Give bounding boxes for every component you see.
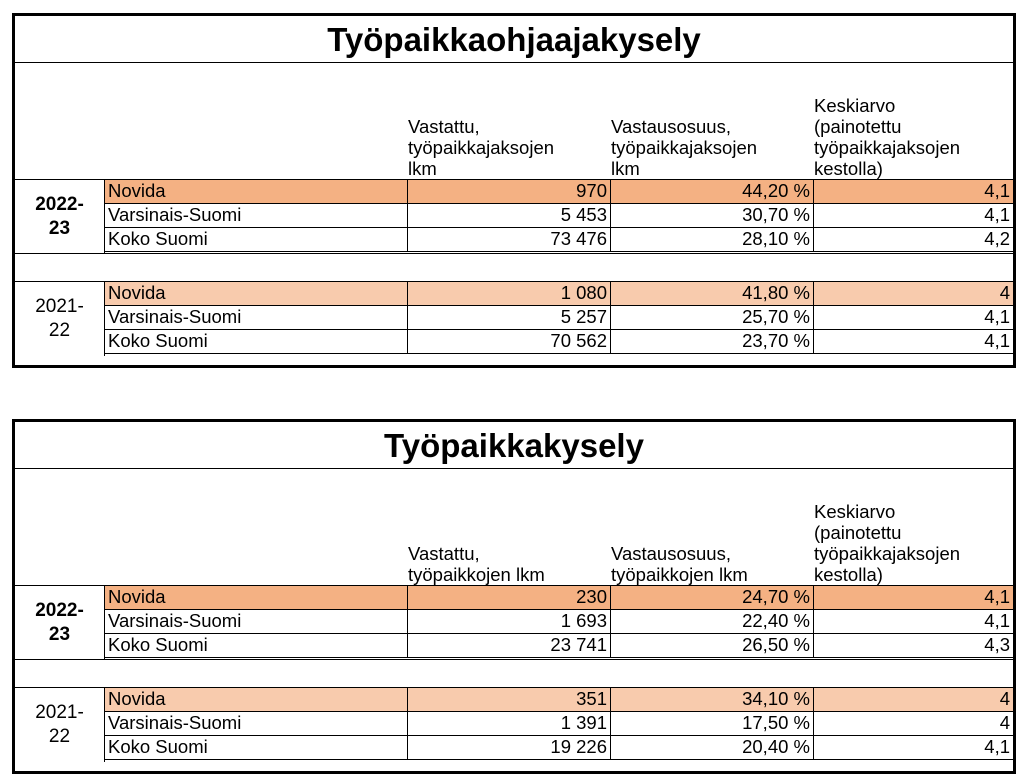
header-average: Keskiarvo (painotettu työpaikkajaksojen kestolla) [814, 95, 961, 179]
survey-table-workplace-instructor [12, 13, 1016, 368]
year-block-2021-22 [15, 688, 1013, 762]
table-title: Työpaikkaohjaajakysely [15, 16, 1013, 63]
row-name: Varsinais-Suomi [105, 204, 408, 228]
row-name: Novida [105, 282, 408, 306]
year-block-2022-23 [15, 585, 1013, 659]
header-responded: Vastattu, työpaikkajaksojen lkm [408, 116, 555, 179]
row-count: 70 562 [408, 330, 611, 354]
table-row [105, 306, 1013, 330]
table-row [105, 204, 1013, 228]
table-spacer [15, 253, 1013, 282]
row-average: 4,1 [814, 610, 1013, 634]
year-block-2021-22 [15, 282, 1013, 356]
table-row [105, 282, 1013, 306]
table-row [105, 330, 1013, 354]
row-count: 23 741 [408, 634, 611, 658]
row-count: 1 080 [408, 282, 611, 306]
table-header [15, 63, 1013, 179]
table-title: Työpaikkakysely [15, 422, 1013, 469]
row-name: Novida [105, 688, 408, 712]
row-share: 26,50 % [611, 634, 814, 658]
row-name: Novida [105, 180, 408, 204]
row-share: 22,40 % [611, 610, 814, 634]
table-row [105, 610, 1013, 634]
survey-table-workplace [12, 419, 1016, 774]
row-name: Varsinais-Suomi [105, 610, 408, 634]
row-average: 4,1 [814, 204, 1013, 228]
table-row [105, 228, 1013, 252]
row-count: 1 391 [408, 712, 611, 736]
row-average: 4,1 [814, 586, 1013, 610]
row-name: Koko Suomi [105, 228, 408, 252]
table-row [105, 180, 1013, 204]
row-name: Varsinais-Suomi [105, 712, 408, 736]
row-average: 4,1 [814, 330, 1013, 354]
table-header [15, 469, 1013, 585]
row-count: 970 [408, 180, 611, 204]
row-name: Koko Suomi [105, 634, 408, 658]
table-spacer [15, 659, 1013, 688]
row-average: 4 [814, 712, 1013, 736]
year-label: 2022- 23 [15, 586, 105, 660]
row-share: 24,70 % [611, 586, 814, 610]
row-average: 4,3 [814, 634, 1013, 658]
table-row [105, 586, 1013, 610]
row-average: 4,1 [814, 736, 1013, 760]
row-share: 41,80 % [611, 282, 814, 306]
row-average: 4 [814, 688, 1013, 712]
header-average: Keskiarvo (painotettu työpaikkajaksojen kestolla) [814, 501, 961, 585]
row-share: 17,50 % [611, 712, 814, 736]
row-name: Varsinais-Suomi [105, 306, 408, 330]
row-share: 30,70 % [611, 204, 814, 228]
row-name: Koko Suomi [105, 736, 408, 760]
row-count: 230 [408, 586, 611, 610]
row-count: 19 226 [408, 736, 611, 760]
row-count: 5 257 [408, 306, 611, 330]
table-row [105, 736, 1013, 760]
year-label: 2021- 22 [15, 688, 105, 762]
row-count: 5 453 [408, 204, 611, 228]
row-share: 44,20 % [611, 180, 814, 204]
header-response-rate: Vastausosuus, työpaikkajaksojen lkm [611, 116, 758, 179]
row-average: 4 [814, 282, 1013, 306]
header-responded: Vastattu, työpaikkojen lkm [408, 543, 545, 585]
row-count: 1 693 [408, 610, 611, 634]
year-block-2022-23 [15, 179, 1013, 253]
row-share: 23,70 % [611, 330, 814, 354]
table-row [105, 712, 1013, 736]
row-average: 4,2 [814, 228, 1013, 252]
row-count: 351 [408, 688, 611, 712]
row-average: 4,1 [814, 180, 1013, 204]
row-share: 20,40 % [611, 736, 814, 760]
header-response-rate: Vastausosuus, työpaikkojen lkm [611, 543, 748, 585]
row-name: Novida [105, 586, 408, 610]
row-count: 73 476 [408, 228, 611, 252]
row-share: 28,10 % [611, 228, 814, 252]
row-name: Koko Suomi [105, 330, 408, 354]
row-share: 25,70 % [611, 306, 814, 330]
table-row [105, 634, 1013, 658]
table-row [105, 688, 1013, 712]
year-label: 2022- 23 [15, 180, 105, 254]
row-average: 4,1 [814, 306, 1013, 330]
year-label: 2021- 22 [15, 282, 105, 356]
row-share: 34,10 % [611, 688, 814, 712]
